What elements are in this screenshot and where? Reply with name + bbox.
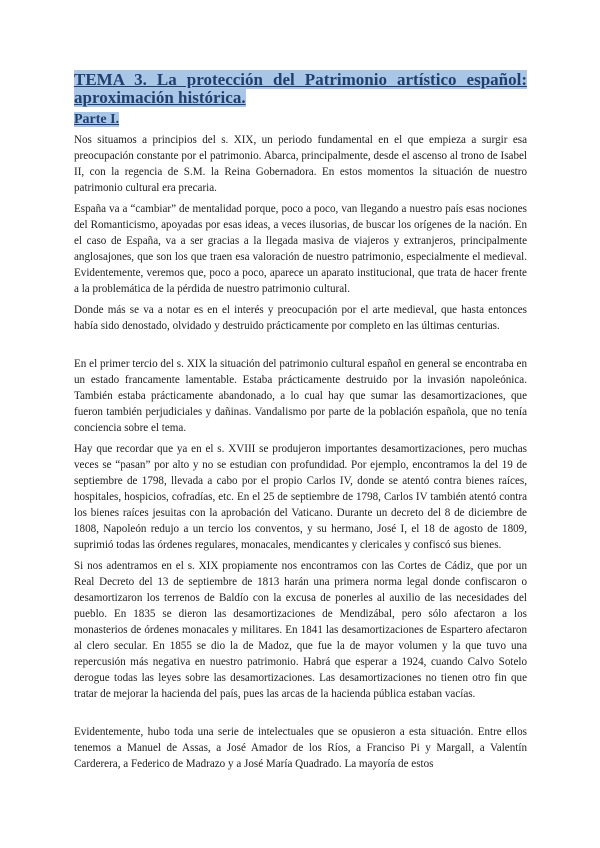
paragraph-2: España va a “cambiar” de mentalidad porque, poco a poco, van llegando a nuestro país esas nociones del Romanticismo, apoyadas por esas ideas, a veces ilusorias, de buscar los orígenes de la nación. En el caso de España, va a ser gracias a la llegada masiva de viajeros y extranjeros, principalmente anglosajones, que son los que traen esa valoración de nuestro patrimonio, especialmente el medieval. Evidentemente, veremos que, poco a poco, aparece un aparato institucional, que trata de hacer frente a la problemática de la pérdida de nuestro patrimonio cultural.: [74, 203, 527, 295]
part-heading: [74, 111, 527, 129]
document-title-text: TEMA 3. La protección del Patrimonio artístico español: aproximación histórica.: [74, 70, 527, 107]
paragraph-3: Donde más se va a notar es en el interés y preocupación por el arte medieval, que hasta entonces había sido denostado, olvidado y destruido prácticamente por completo en las últimas centurias.: [74, 304, 527, 332]
document-title: [74, 71, 527, 107]
paragraph-5: Hay que recordar que ya en el s. XVIII se produjeron importantes desamortizaciones, pero muchas veces se “pasan” por alto y no se estudian con profundidad. Por ejemplo, encontramos la del 19 de septiembre de 1798, llevada a cabo por el propio Carlos IV, donde se atentó contra bienes raíces, hospitales, hospicios, cofradías, etc. En el 25 de septiembre de 1798, Carlos IV también atentó contra los bienes raíces jesuitas con la aprobación del Vaticano. Durante un decreto del 8 de diciembre de 1808, Napoleón redujo a un tercio los conventos, y su hermano, José I, el 18 de agosto de 1809, suprimió todas las órdenes regulares, monacales, mendicantes y clericales y confiscó sus bienes.: [74, 443, 527, 551]
paragraph-1: Nos situamos a principios del s. XIX, un periodo fundamental en el que empieza a surgir esa preocupación constante por el patrimonio. Abarca, principalmente, desde el ascenso al trono de Isabel II, con la regencia de S.M. la Reina Gobernadora. En estos momentos la situación de nuestro patrimonio cultural era precaria.: [74, 134, 527, 194]
paragraph-spacer: [74, 707, 527, 724]
part-heading-text: Parte I.: [74, 112, 120, 127]
paragraph-7: Evidentemente, hubo toda una serie de intelectuales que se opusieron a esta situación. Entre ellos tenemos a Manuel de Assas, a José Amador de los Ríos, a Franciso Pi y Margall, a Valentín Carderera, a Federico de Madrazo y a José María Quadrado. La mayoría de estos: [74, 726, 527, 770]
paragraph-4: En el primer tercio del s. XIX la situación del patrimonio cultural español en general se encontraba en un estado francamente lamentable. Estaba prácticamente destruido por la invasión napoleónica. También estaba prácticamente abandonado, a lo cual hay que sumar las desamortizaciones, que fueron también perjudiciales y dañinas. Vandalismo por parte de la población española, que no tenía conciencia sobre el tema.: [74, 358, 527, 434]
paragraph-spacer: [74, 339, 527, 356]
paragraph-6: Si nos adentramos en el s. XIX propiamente nos encontramos con las Cortes de Cádiz, que por un Real Decreto del 13 de septiembre de 1813 harán una primera norma legal donde confiscaron o desamortizaron los terrenos de Baldío con la excusa de ponerles al auxilio de las necesidades del pueblo. En 1835 se dieron las desamortizaciones de Mendizábal, pero sólo afectaron a los monasterios de órdenes monacales y militares. En 1841 las desamortizaciones de Espartero afectaron al clero secular. En 1855 se dio la de Madoz, que fue la de mayor volumen y la que tuvo una repercusión más negativa en nuestro patrimonio. Habrá que esperar a 1924, cuando Calvo Sotelo derogue todas las leyes sobre las desamortizaciones. Las desamortizaciones no tienen otro fin que tratar de mejorar la hacienda del país, pues las arcas de la hacienda pública estaban vacías.: [74, 560, 527, 700]
